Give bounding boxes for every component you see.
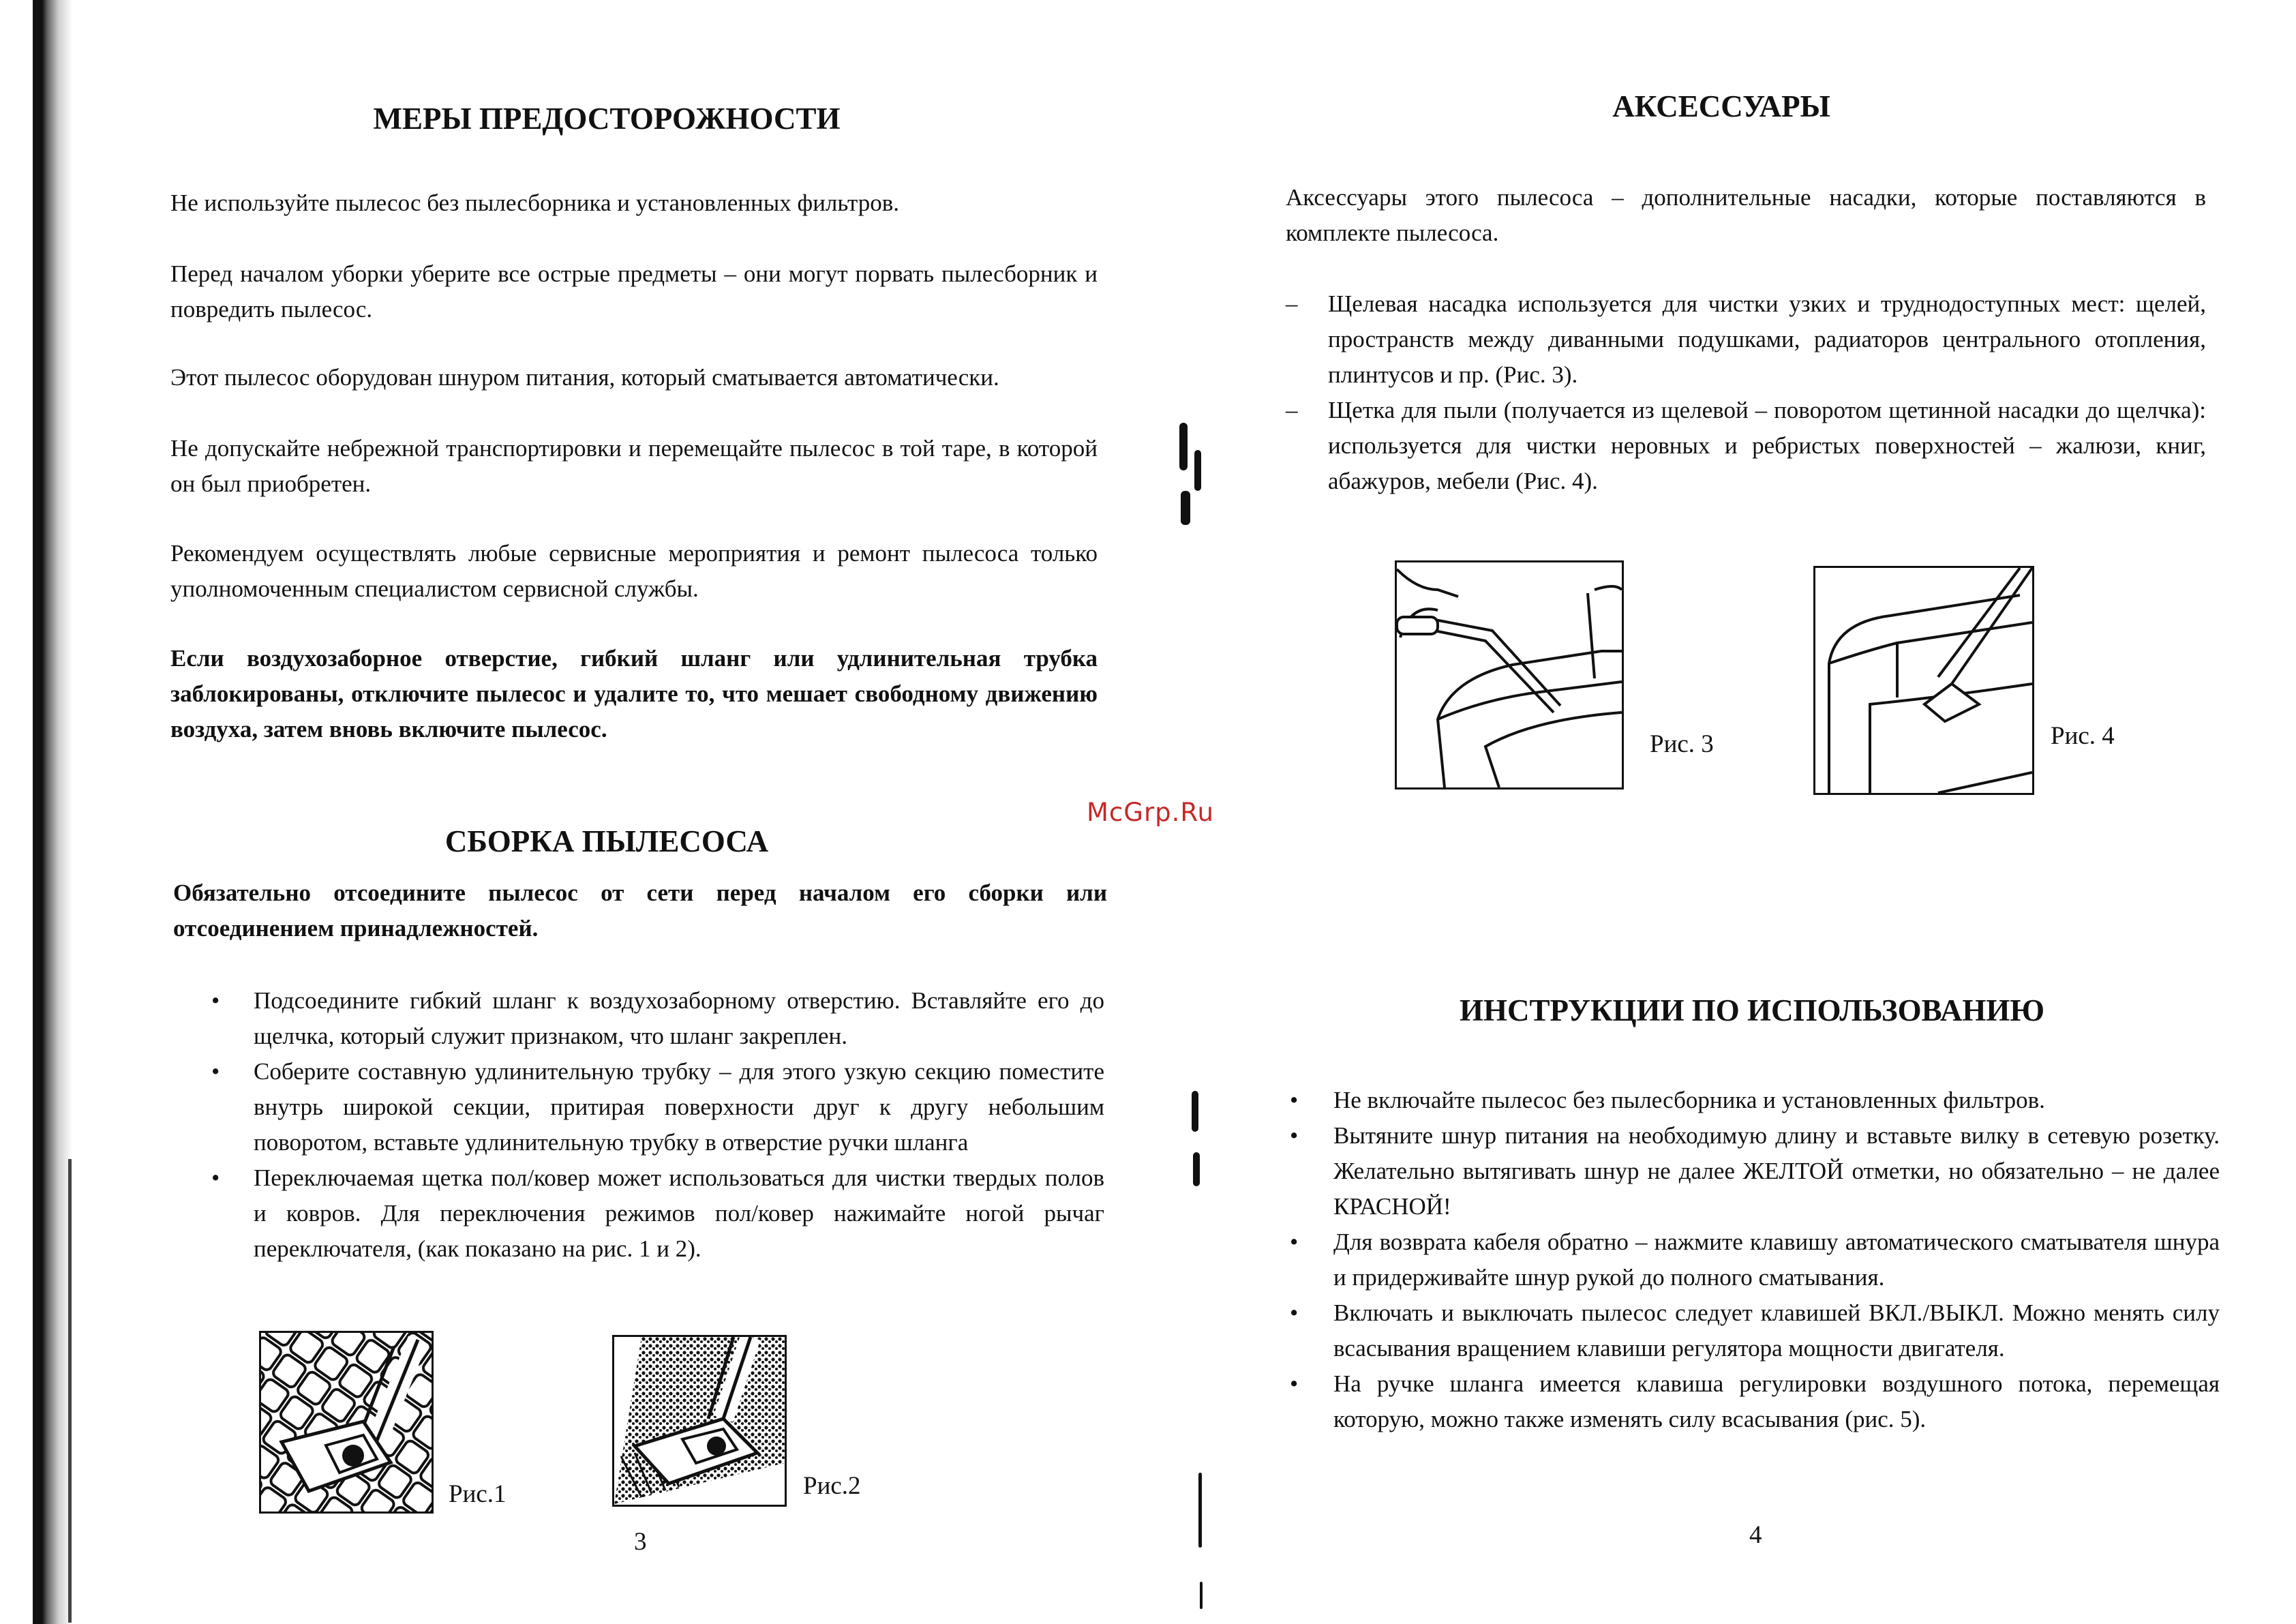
bullet: • [1290, 1229, 1299, 1255]
list-item-text: Для возврата кабеля обратно – нажмите клавишу автоматического сматывателя шнура и придерживайте шнур рукой до полного сматывания. [1333, 1229, 2220, 1291]
figure-1-floor-brush [259, 1331, 434, 1514]
figure-3-crevice-tool [1395, 560, 1624, 790]
assembly-title: СБОРКА ПЫЛЕСОСА [444, 824, 769, 858]
list-item [1286, 1366, 2220, 1437]
precaution-paragraph: Этот пылесос оборудован шнуром питания, который сматывается автоматически. [170, 364, 999, 391]
precaution-paragraph: Не допускайте небрежной транспортировки и перемещайте пылесос в той таре, в которой он был приобретен. [170, 435, 1098, 497]
accessories-intro: Аксессуары этого пылесоса – дополнительные насадки, которые поставляются в комплекте пылесоса. [1286, 184, 2206, 246]
list-item-text: Включать и выключать пылесос следует клавишей ВКЛ./ВЫКЛ. Можно менять силу всасывания вращением клавиши регулятора мощности двигателя. [1333, 1299, 2220, 1362]
list-item-text: Соберите составную удлинительную трубку – для этого узкую секцию поместите внутрь широкой секции, притирая поверхности друг к другу небольшим поворотом, вставьте удлинительную трубку в отверстие ручки шланга [254, 1058, 1104, 1156]
right-page [1282, 0, 2222, 1624]
bullet: • [1290, 1370, 1299, 1397]
list-item-text: Подсоедините гибкий шланг к воздухозаборному отверстию. Вставляйте его до щелчка, который служит признаком, что шланг закреплен. [254, 987, 1104, 1049]
list-item-text: Не включайте пылесос без пылесборника и установленных фильтров. [1333, 1087, 2045, 1113]
scan-edge-shadow [33, 0, 72, 1624]
list-item [1286, 1295, 2220, 1366]
accessories-list [1286, 286, 2206, 499]
dash: – [1286, 290, 1298, 317]
precaution-paragraph: Рекомендуем осуществлять любые сервисные мероприятия и ремонт пылесоса только уполномоченным специалистом сервисной службы. [170, 540, 1098, 602]
usage-title: ИНСТРУКЦИИ ПО ИСПОЛЬЗОВАНИЮ [1460, 993, 2044, 1027]
page-number: 3 [634, 1528, 647, 1556]
list-item [1286, 393, 2206, 499]
left-page [164, 0, 1111, 1624]
precautions-title: МЕРЫ ПРЕДОСТОРОЖНОСТИ [373, 102, 841, 136]
bullet: • [1290, 1087, 1299, 1113]
list-item [211, 1054, 1104, 1160]
list-item-text: Переключаемая щетка пол/ковер может использоваться для чистки твердых полов и ковров. Для переключения режимов пол/ковер нажимайте ногой рычаг переключателя, (как показано на рис. 1 и 2). [254, 1164, 1104, 1262]
page-number: 4 [1749, 1521, 1762, 1549]
precaution-paragraph: Перед началом уборки уберите все острые предметы – они могут порвать пылесборник и повредить пылесос. [170, 260, 1098, 322]
list-item [1286, 1118, 2220, 1224]
figure-3-caption: Рис. 3 [1650, 730, 1714, 758]
precaution-paragraph: Не используйте пылесос без пылесборника и установленных фильтров. [170, 190, 900, 216]
bullet: • [1290, 1122, 1299, 1149]
scan-edge-line [68, 1159, 72, 1623]
accessories-title: АКСЕССУАРЫ [1612, 89, 1830, 123]
warning-paragraph: Если воздухозаборное отверстие, гибкий шланг или удлинительная трубка заблокированы, отключите пылесос и удалите то, что мешает свободному движению воздуха, затем вновь включите пылесос. [170, 645, 1098, 742]
bullet: • [211, 987, 220, 1014]
list-item [1286, 1083, 2220, 1118]
assembly-list [211, 983, 1104, 1267]
list-item-text: Щетка для пыли (получается из щелевой – поворотом щетинной насадки до щелчка): используется для чистки неровных и ребристых поверхностей – жалюзи, книг, абажуров, мебели (Рис. 4). [1328, 397, 2206, 494]
watermark: McGrp.Ru [1087, 798, 1214, 827]
list-item-text: Щелевая насадка используется для чистки узких и труднодоступных мест: щелей, пространств между диванными подушками, радиаторов центрального отопления, плинтусов и пр. (Рис. 3). [1328, 290, 2206, 388]
usage-list [1286, 1083, 2220, 1437]
bullet: • [211, 1058, 220, 1085]
list-item [211, 1160, 1104, 1267]
bullet: • [1290, 1299, 1299, 1326]
figure-2-caption: Рис.2 [803, 1472, 861, 1500]
bullet: • [211, 1164, 220, 1191]
figure-4-caption: Рис. 4 [2051, 722, 2115, 750]
dash: – [1286, 397, 1298, 423]
assembly-note: Обязательно отсоедините пылесос от сети перед началом его сборки или отсоединением принадлежностей. [173, 879, 1107, 942]
figure-1-caption: Рис.1 [449, 1480, 507, 1508]
list-item-text: На ручке шланга имеется клавиша регулировки воздушного потока, перемещая которую, можно также изменять силу всасывания (рис. 5). [1333, 1370, 2220, 1432]
list-item [1286, 1224, 2220, 1295]
list-item [211, 983, 1104, 1054]
list-item-text: Вытяните шнур питания на необходимую длину и вставьте вилку в сетевую розетку. Желательно вытягивать шнур не далее ЖЕЛТОЙ отметки, но обязательно – не далее КРАСНОЙ! [1333, 1122, 2220, 1220]
list-item [1286, 286, 2206, 393]
figure-2-carpet-brush [612, 1335, 787, 1507]
figure-4-dust-brush [1813, 566, 2034, 795]
